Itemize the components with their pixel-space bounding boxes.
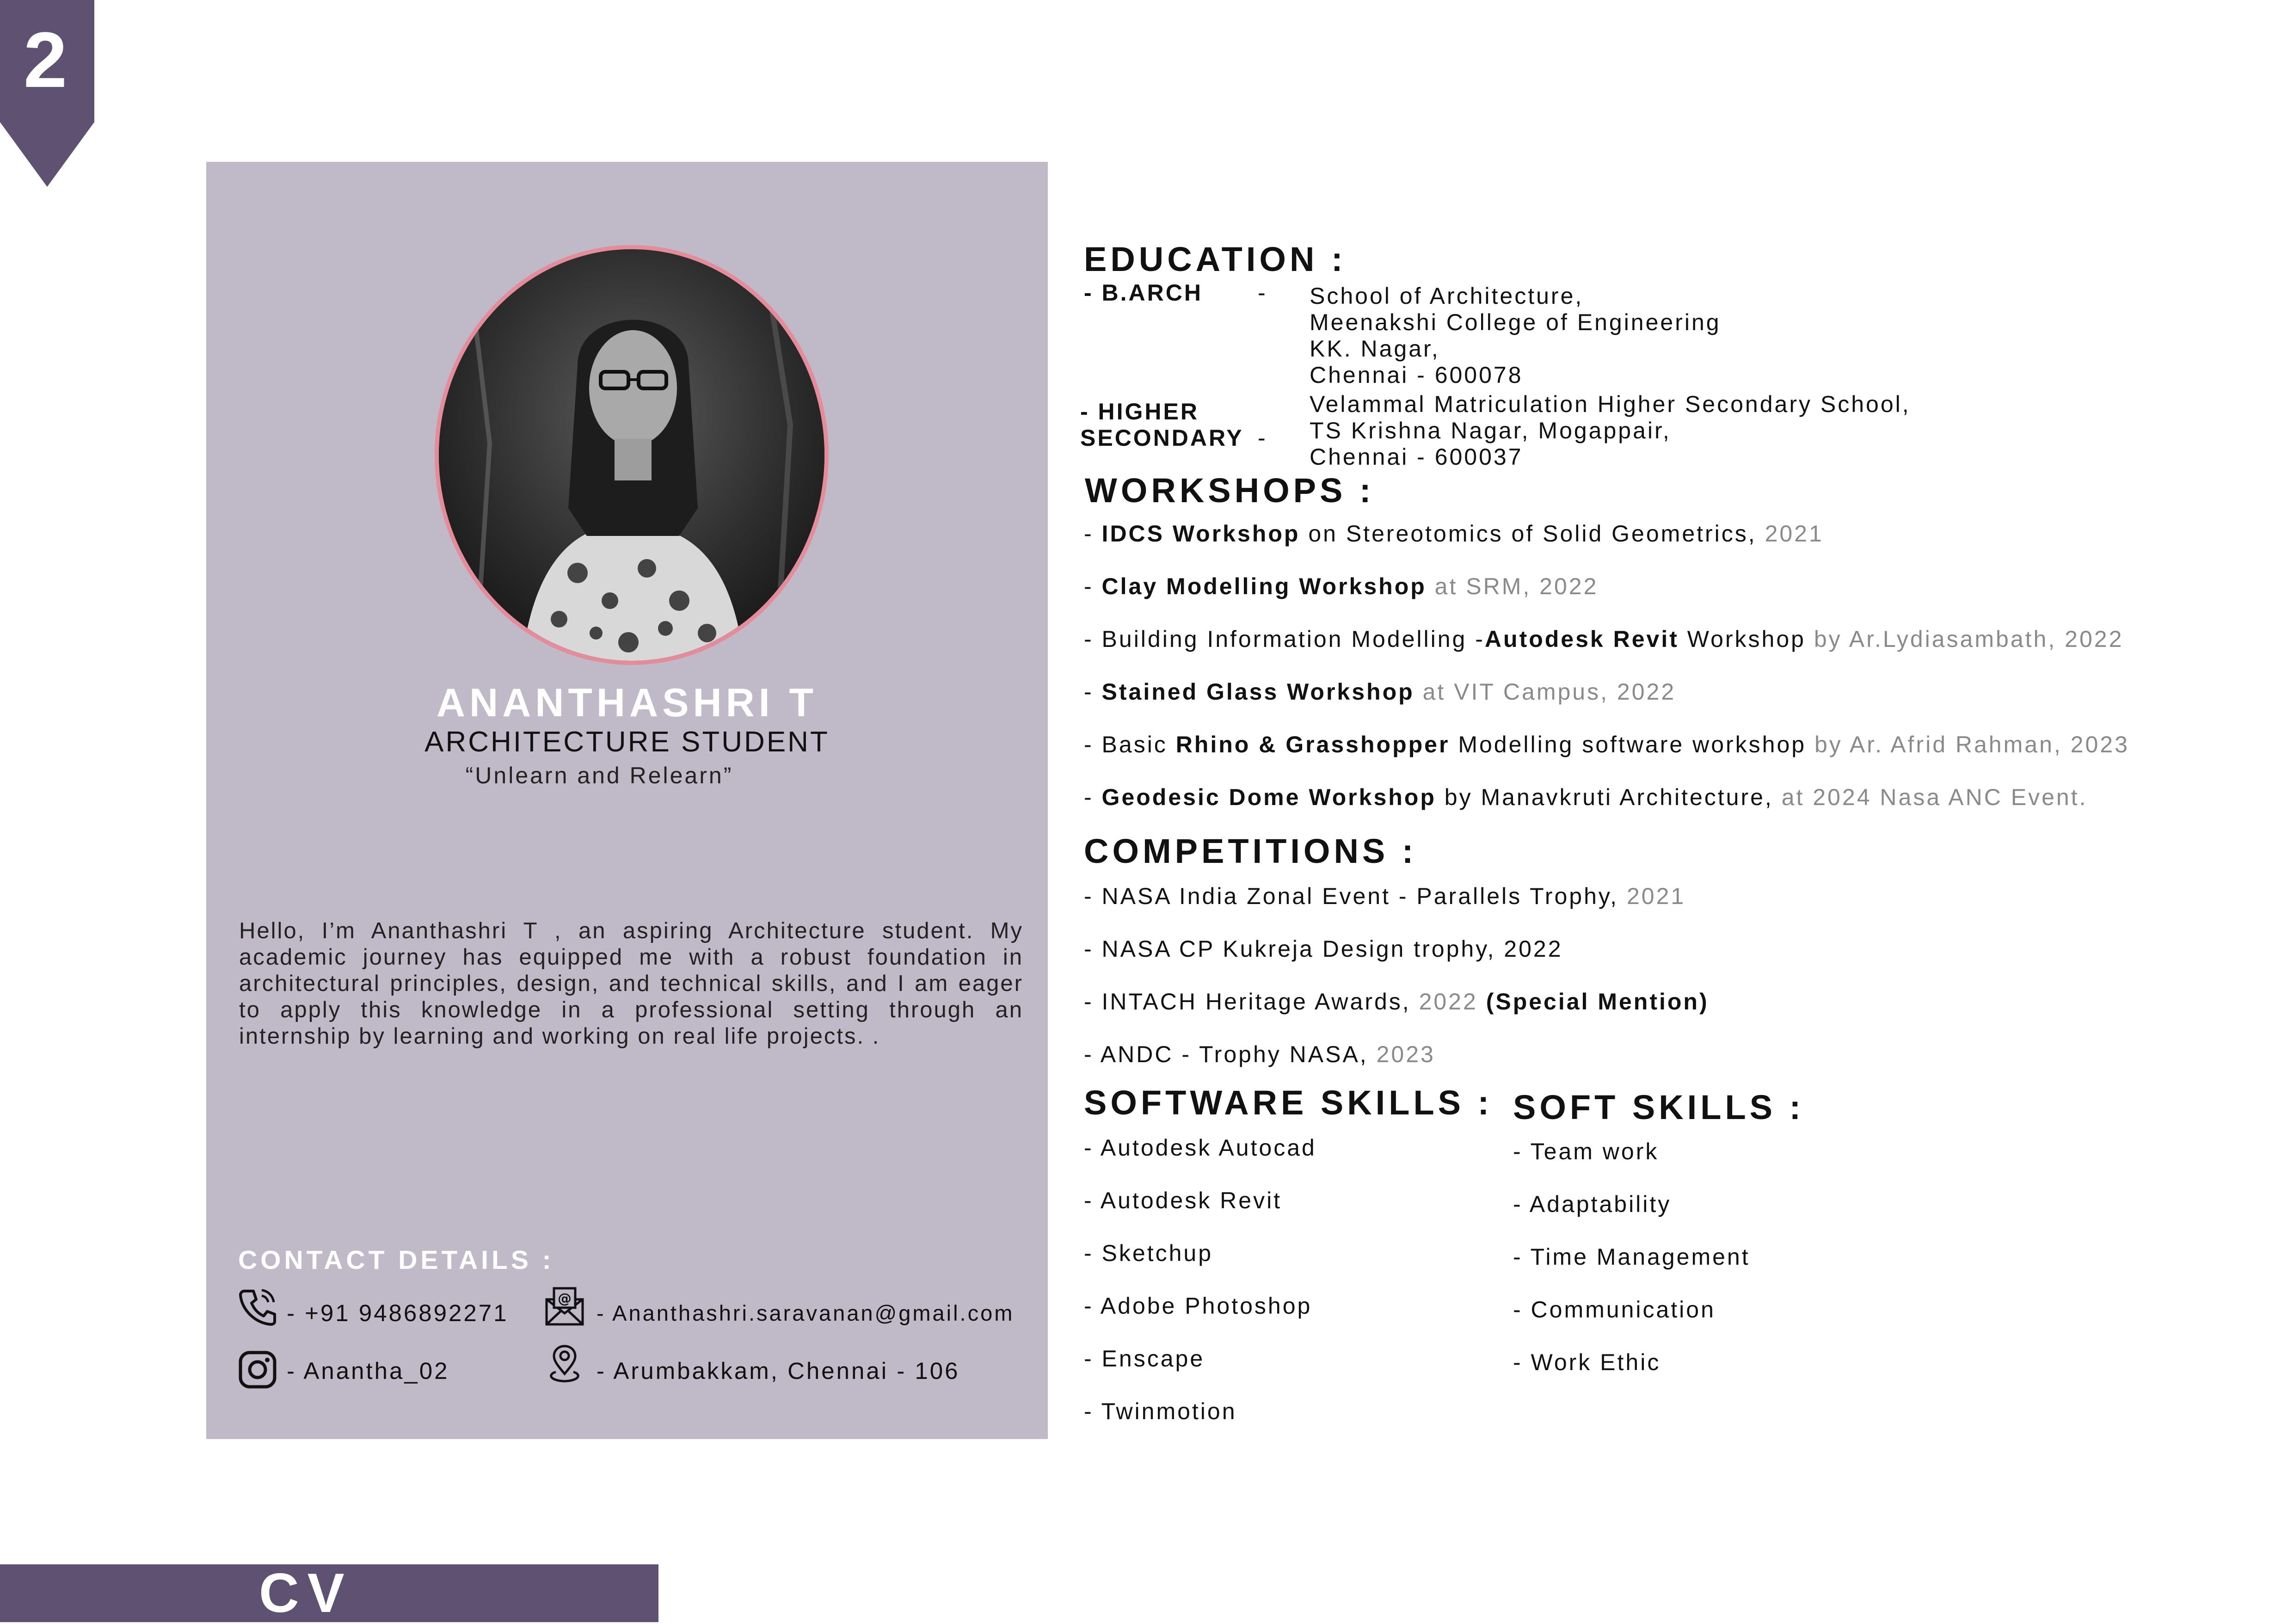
contact-location: - Arumbakkam, Chennai - 106: [597, 1358, 960, 1384]
workshop-item: - Stained Glass Workshop at VIT Campus, 2022: [1084, 679, 1676, 705]
page-number: 2: [23, 16, 68, 104]
phone-icon: [237, 1286, 278, 1327]
profile-photo: [435, 245, 829, 665]
software-skill-item: - Enscape: [1084, 1346, 1205, 1372]
profile-name: ANANTHASHRI T: [436, 681, 818, 725]
workshop-item: - Geodesic Dome Workshop by Manavkruti Architecture, at 2024 Nasa ANC Event.: [1084, 784, 2088, 810]
education-barch-dash: -: [1258, 280, 1267, 306]
education-higher-label-1: - HIGHER: [1080, 399, 1199, 424]
profile-bio: Hello, I’m Ananthashri T , an aspiring Architecture student. My academic journey has equipped me with a robust foundation in architectural principles, design, and technical skills, and I am eager to apply this knowledge in a professional setting through an internship by learning and working on real life projects. .: [239, 918, 1023, 1049]
contact-heading: CONTACT DETAILS :: [238, 1245, 554, 1275]
software-skills-heading: SOFTWARE SKILLS :: [1084, 1083, 1493, 1122]
education-barch-label: - B.ARCH: [1084, 280, 1203, 306]
education-higher-line2: TS Krishna Nagar, Mogappair,: [1310, 418, 1671, 443]
competition-item: - NASA India Zonal Event - Parallels Trophy, 2021: [1084, 883, 1686, 909]
education-higher-line3: Chennai - 600037: [1310, 444, 1523, 470]
software-skill-item: - Twinmotion: [1084, 1398, 1237, 1424]
education-barch-line1: School of Architecture,: [1310, 283, 1584, 309]
contact-email[interactable]: - Ananthashri.saravanan@gmail.com: [597, 1301, 1015, 1325]
software-skill-item: - Adobe Photoshop: [1084, 1293, 1312, 1319]
software-skill-item: - Autodesk Revit: [1084, 1187, 1282, 1213]
soft-skill-item: - Time Management: [1513, 1244, 1750, 1270]
competition-item: - NASA CP Kukreja Design trophy, 2022: [1084, 936, 1563, 962]
competition-item: - ANDC - Trophy NASA, 2023: [1084, 1041, 1435, 1067]
contact-phone[interactable]: - +91 9486892271: [287, 1300, 509, 1326]
email-icon: [544, 1286, 585, 1327]
soft-skills-heading: SOFT SKILLS :: [1513, 1088, 1805, 1126]
workshop-item: - IDCS Workshop on Stereotomics of Solid Geometrics, 2021: [1084, 521, 1824, 547]
workshop-item: - Basic Rhino & Grasshopper Modelling software workshop by Ar. Afrid Rahman, 2023: [1084, 732, 2129, 757]
competitions-heading: COMPETITIONS :: [1084, 832, 1417, 870]
education-higher-dash: -: [1258, 425, 1267, 451]
education-barch-line2: Meenakshi College of Engineering: [1310, 309, 1721, 335]
soft-skill-item: - Team work: [1513, 1138, 1659, 1164]
location-pin-icon: [544, 1343, 585, 1385]
workshops-heading: WORKSHOPS :: [1085, 471, 1375, 510]
section-label: CV: [259, 1562, 353, 1624]
soft-skill-item: - Work Ethic: [1513, 1349, 1661, 1375]
page-number-tab-point: [0, 122, 94, 187]
education-higher-line1: Velammal Matriculation Higher Secondary School,: [1310, 391, 1911, 417]
profile-role: ARCHITECTURE STUDENT: [424, 726, 830, 758]
software-skill-item: - Sketchup: [1084, 1240, 1213, 1266]
workshop-item: - Building Information Modelling -Autodesk Revit Workshop by Ar.Lydiasambath, 2022: [1084, 626, 2124, 652]
education-barch-line3: KK. Nagar,: [1310, 336, 1440, 362]
svg-text:@: @: [558, 1291, 572, 1307]
competition-item: - INTACH Heritage Awards, 2022 (Special Mention): [1084, 989, 1709, 1015]
education-barch-line4: Chennai - 600078: [1310, 362, 1523, 388]
education-heading: EDUCATION :: [1084, 240, 1347, 278]
soft-skill-item: - Communication: [1513, 1297, 1716, 1323]
workshop-item: - Clay Modelling Workshop at SRM, 2022: [1084, 573, 1599, 599]
profile-motto: “Unlearn and Relearn”: [465, 763, 733, 788]
software-skill-item: - Autodesk Autocad: [1084, 1135, 1316, 1161]
education-higher-label-2: SECONDARY: [1080, 425, 1244, 451]
soft-skill-item: - Adaptability: [1513, 1191, 1672, 1217]
profile-photo-image: [439, 249, 824, 661]
instagram-icon: [237, 1349, 278, 1390]
contact-instagram[interactable]: - Anantha_02: [287, 1358, 449, 1384]
